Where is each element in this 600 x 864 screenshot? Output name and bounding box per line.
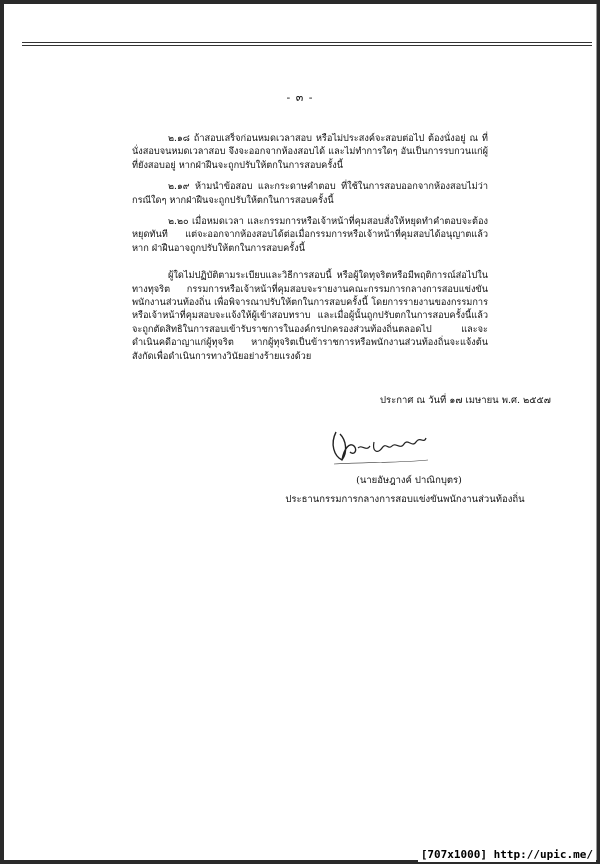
signature-image bbox=[328, 422, 448, 468]
document-page bbox=[4, 4, 597, 860]
upload-watermark: [707x1000] http://upic.me/ bbox=[418, 847, 596, 862]
document-body bbox=[132, 132, 488, 371]
paragraph-2-20: ๒.๒๐ เมื่อหมดเวลา และกรรมการหรือเจ้าหน้าที่คุมสอบสั่งให้หยุดทำคำตอบจะต้องหยุดทันที แต่จะออกจากห้องสอบได้ต่อเมื่อกรรมการหรือเจ้าหน้าที่คุมสอบได้อนุญาตแล้ว หาก ฝ่าฝืนอาจถูกปรับให้ตกในการสอบครั้งนี้ bbox=[132, 216, 488, 254]
signer-name: (นายอัษฎางค์ ปาณิกบุตร) bbox=[356, 475, 462, 486]
top-rule-secondary bbox=[22, 45, 592, 46]
top-rule bbox=[22, 42, 592, 43]
paragraph-penalty: ผู้ใดไม่ปฏิบัติตามระเบียบและวิธีการสอบนี้ หรือผู้ใดทุจริตหรือมีพฤติการณ์ส่อไปในทางทุจริต กรรมการหรือเจ้าหน้าที่คุมสอบจะรายงานคณะกรรมการกลางการสอบแข่งขันพนักงานส่วนท้องถิ่น เพื่อพิจารณาปรับให้ตกในการสอบครั้งนี้ โดยการรายงานของกรรมการหรือเจ้าหน้าที่คุมสอบจะแจ้งให้ผู้เข้าสอบทราบ และเมื่อผู้นั้นถูกปรับตกในการสอบครั้งนี้แล้ว จะถูกตัดสิทธิในการสอบเข้ารับราชการในองค์กรปกครองส่วนท้องถิ่นตลอดไป และจะดำเนินคดีอาญาแก่ผู้ทุจริต หากผู้ทุจริตเป็นข้าราชการหรือพนักงานส่วนท้องถิ่นจะแจ้งต้นสังกัดเพื่อดำเนินการทางวินัยอย่างร้ายแรงด้วย bbox=[132, 270, 488, 362]
paragraph-2-19: ๒.๑๙ ห้ามนำข้อสอบ และกระดาษคำตอบ ที่ใช้ในการสอบออกจากห้องสอบไม่ว่ากรณีใดๆ หากฝ่าฝืนจะถูกปรับให้ตกในการสอบครั้งนี้ bbox=[132, 181, 488, 206]
page-number: - ๓ - bbox=[286, 91, 314, 104]
signer-title: ประธานกรรมการกลางการสอบแข่งขันพนักงานส่วนท้องถิ่น bbox=[285, 494, 525, 505]
paragraph-2-18: ๒.๑๘ ถ้าสอบเสร็จก่อนหมดเวลาสอบ หรือไม่ประสงค์จะสอบต่อไป ต้องนั่งอยู่ ณ ที่นั่งสอบจนหมดเวลาสอบ จึงจะออกจากห้องสอบได้ และไม่ทำการใดๆ อันเป็นการรบกวนแก่ผู้ที่ยังสอบอยู่ หากฝ่าฝืนจะถูกปรับให้ตกในการสอบครั้งนี้ bbox=[132, 133, 488, 171]
announcement-date: ประกาศ ณ วันที่ ๑๗ เมษายน พ.ศ. ๒๕๕๗ bbox=[380, 395, 551, 406]
